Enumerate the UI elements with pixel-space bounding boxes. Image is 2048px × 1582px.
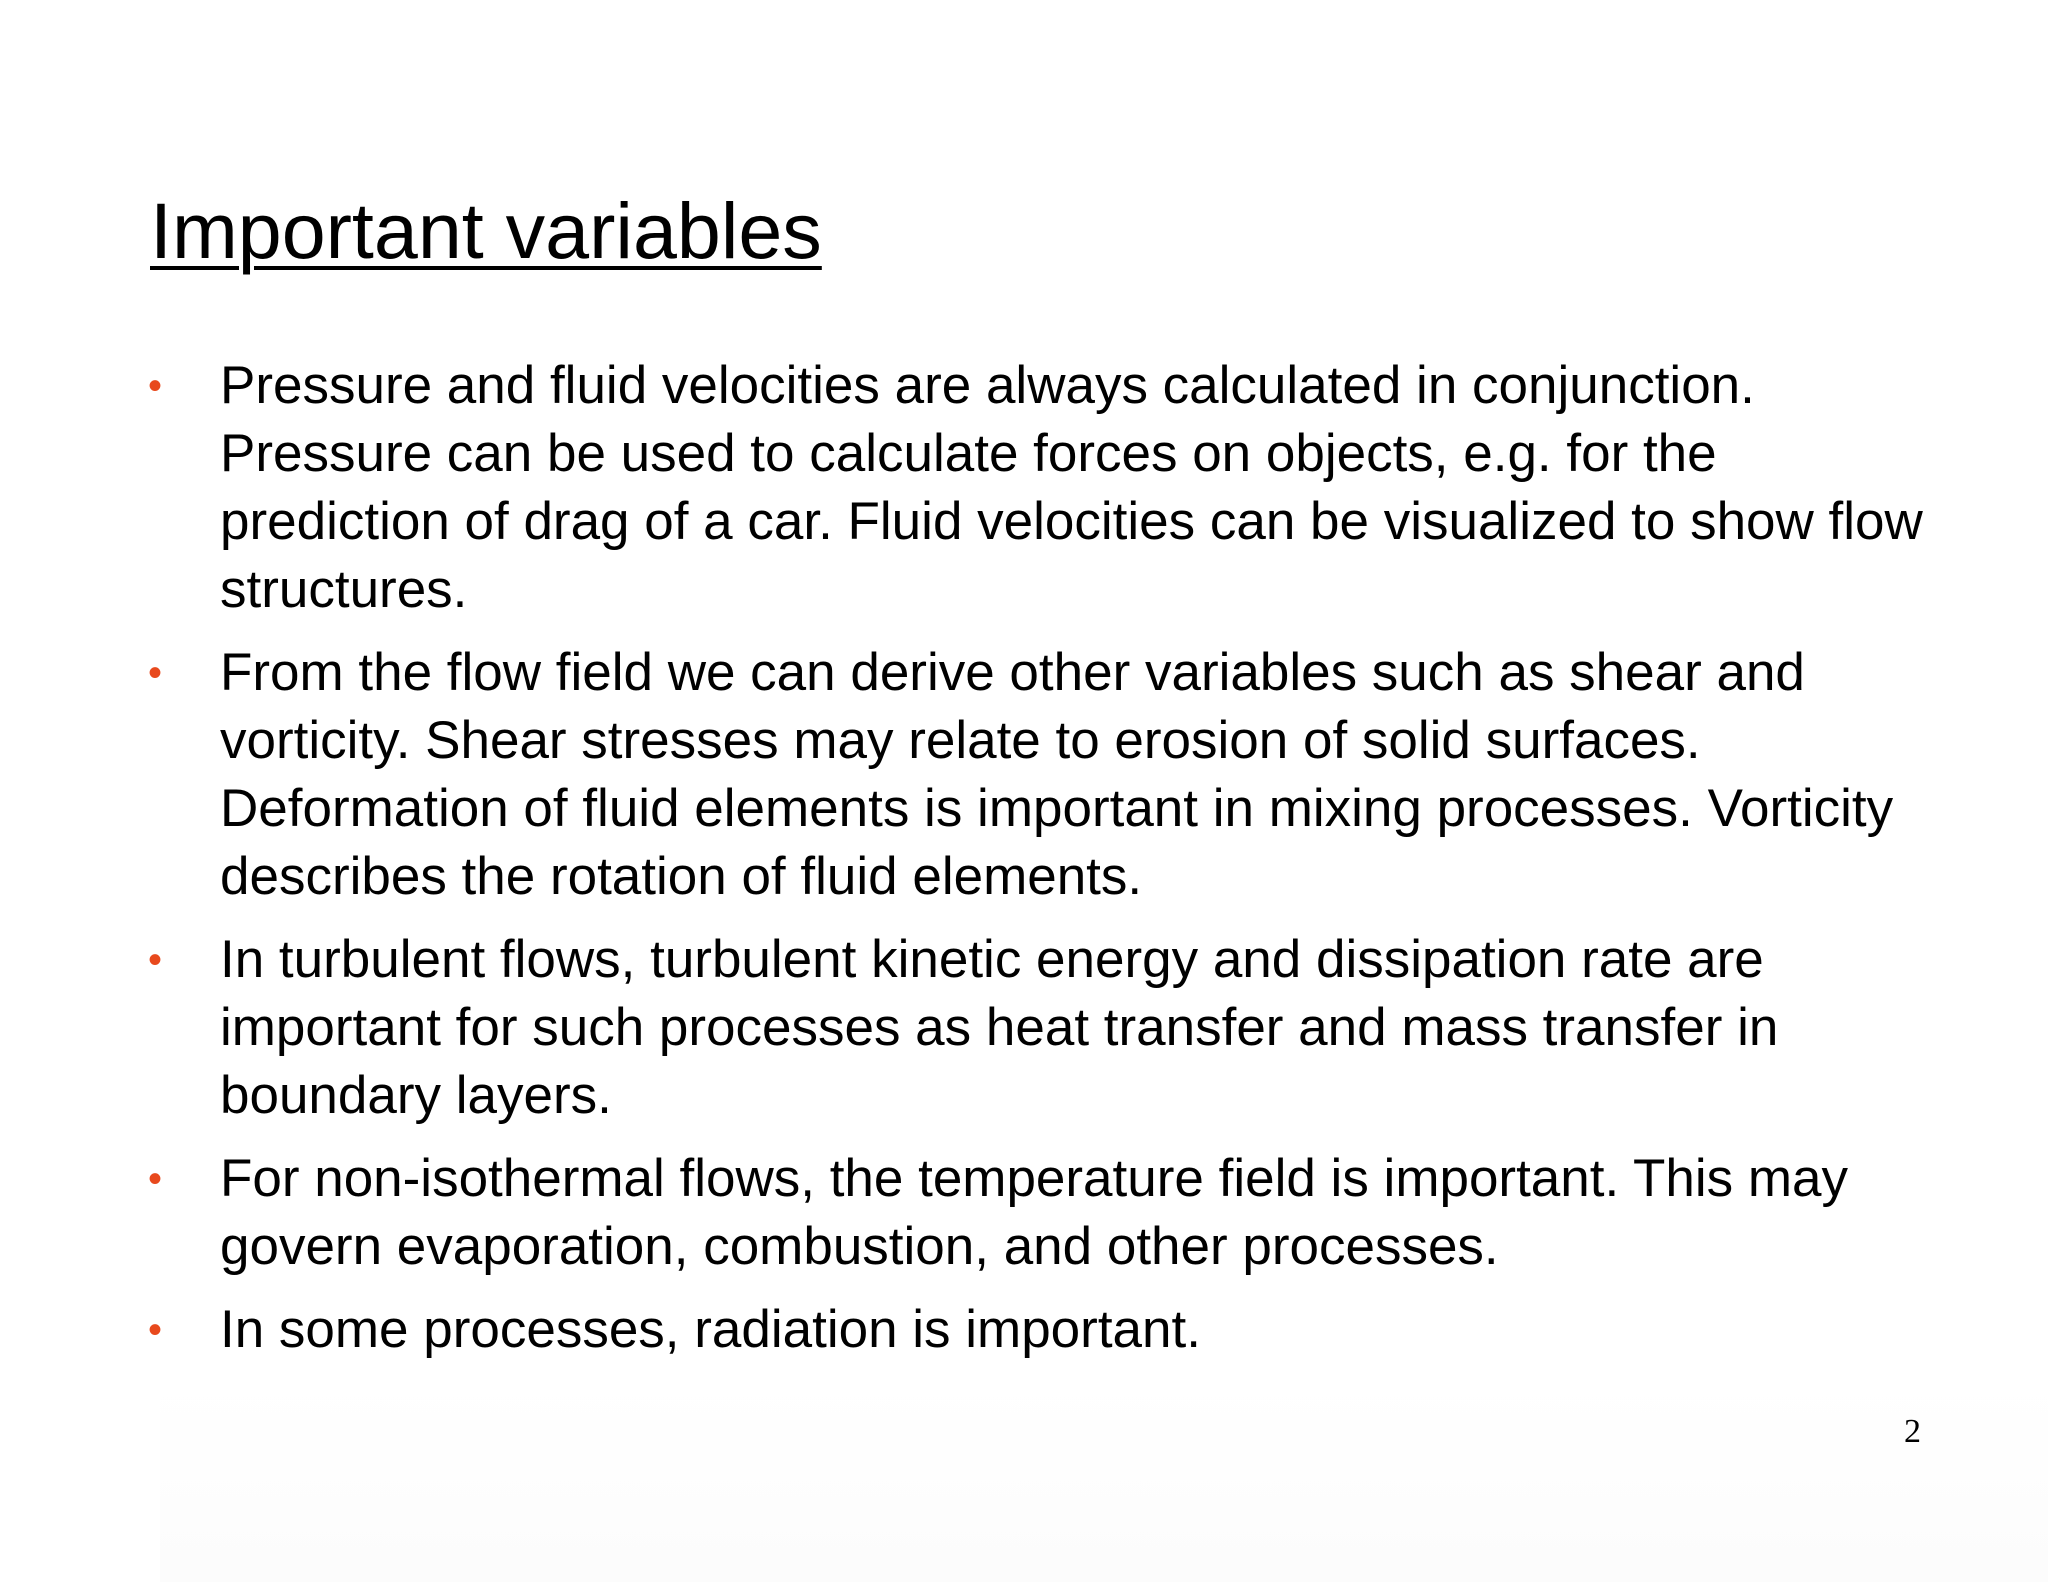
bullet-icon: •: [148, 364, 163, 408]
bullet-text: In turbulent flows, turbulent kinetic energy and dissipation rate are important for such processes as heat transfer and mass transfer in boundary layers.: [220, 930, 1779, 1125]
bullet-text: From the flow field we can derive other variables such as shear and vorticity. Shear stresses may relate to erosion of solid surfaces. Deformation of fluid elements is important in mixing processes. Vorticity describes the rotation of fluid elements.: [220, 643, 1894, 906]
bullet-icon: •: [148, 938, 163, 982]
bullet-list: [148, 352, 1928, 1379]
bullet-item: [148, 926, 1928, 1130]
page-number: 2: [1904, 1413, 1921, 1450]
bullet-item: [148, 1145, 1928, 1281]
slide-title: Important variables: [150, 186, 822, 275]
bullet-text: Pressure and fluid velocities are always calculated in conjunction. Pressure can be used to calculate forces on objects, e.g. for the prediction of drag of a car. Fluid velocities can be visualized to show flow structures.: [220, 356, 1923, 619]
bullet-icon: •: [148, 1308, 163, 1352]
bullet-icon: •: [148, 651, 163, 695]
bullet-text: For non-isothermal flows, the temperature field is important. This may govern evaporation, combustion, and other processes.: [220, 1149, 1848, 1276]
bullet-item: [148, 1296, 1928, 1364]
bullet-text: In some processes, radiation is important.: [220, 1300, 1201, 1359]
background-shade: [160, 1380, 2048, 1582]
bullet-item: [148, 639, 1928, 911]
bullet-icon: •: [148, 1157, 163, 1201]
bullet-item: [148, 352, 1928, 624]
